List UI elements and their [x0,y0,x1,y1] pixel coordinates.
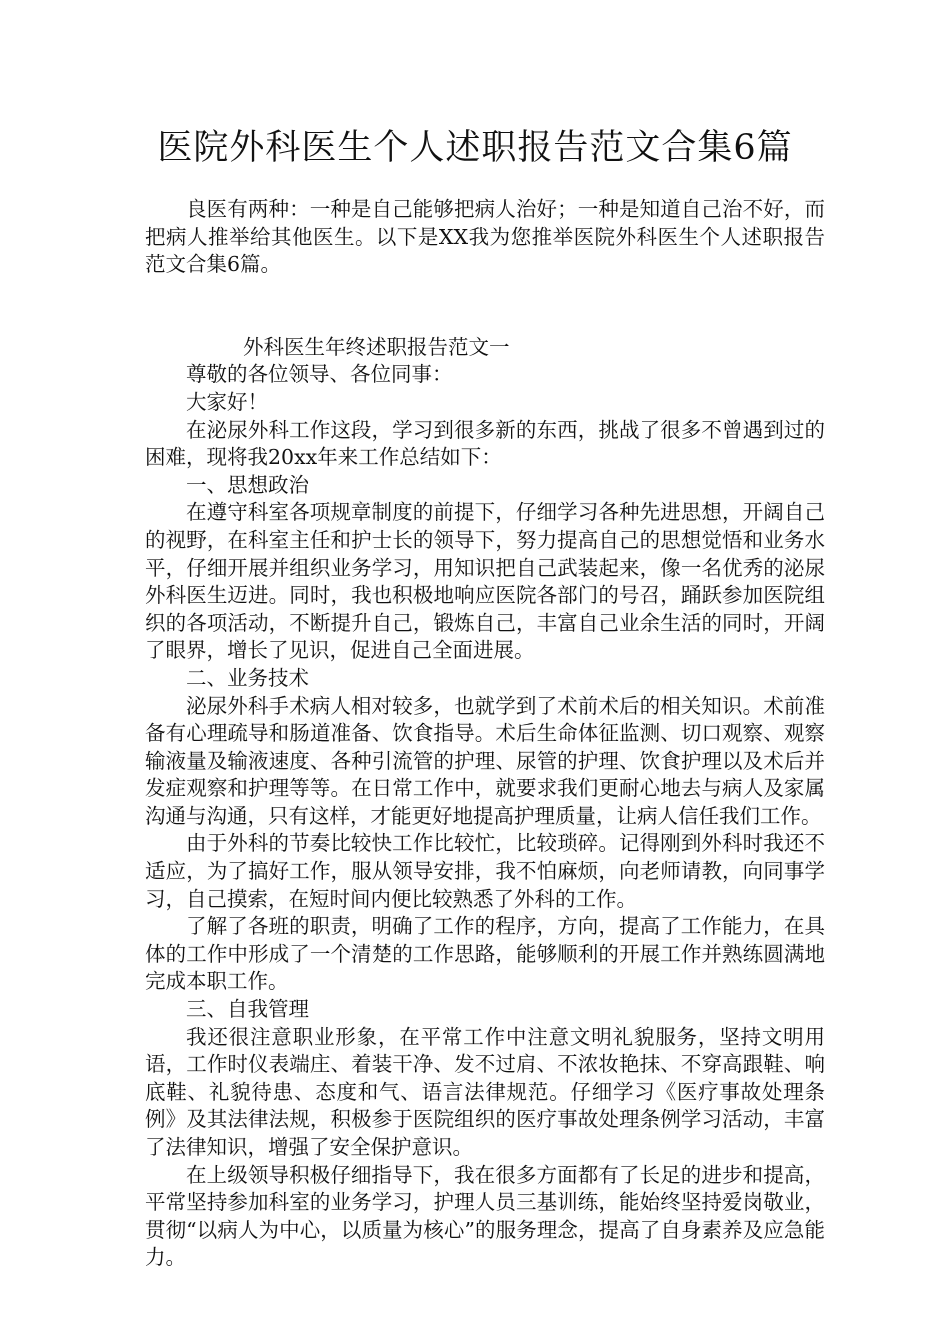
body-paragraph: 由于外科的节奏比较快工作比较忙，比较琐碎。记得刚到外科时我还不适应，为了搞好工作，服从领导安排，我不怕麻烦，向老师请教，向同事学习，自己摸索，在短时间内便比较熟悉了外科的工作。 [145,831,825,911]
body-paragraph: 了解了各班的职责，明确了工作的程序，方向，提高了工作能力，在具体的工作中形成了一个清楚的工作思路，能够顺利的开展工作并熟练圆满地完成本职工作。 [145,914,825,994]
section-heading: 二、业务技术 [186,665,309,690]
intro-paragraph: 良医有两种：一种是自己能够把病人治好；一种是知道自己治不好，而把病人推举给其他医生。以下是XX我为您推举医院外科医生个人述职报告范文合集6篇。 [145,197,825,277]
body-paragraph: 我还很注意职业形象，在平常工作中注意文明礼貌服务，坚持文明用语，工作时仪表端庄、着装干净、发不过肩、不浓妆艳抹、不穿高跟鞋、响底鞋、礼貌待患、态度和气、语言法律规范。仔细学习《医疗事故处理条例》及其法律法规，积极参于医院组织的医疗事故处理条例学习活动，丰富了法律知识，增强了安全保护意识。 [145,1024,825,1159]
section-heading: 三、自我管理 [186,997,309,1022]
salutation: 尊敬的各位领导、各位同事： [186,362,453,387]
section-heading: 一、思想政治 [186,472,309,497]
body-paragraph: 在泌尿外科工作这段，学习到很多新的东西，挑战了很多不曾遇到过的困难，现将我20xx年来工作总结如下： [145,417,825,470]
document-title: 医院外科医生个人述职报告范文合集6篇 [157,128,793,168]
body-paragraph: 在遵守科室各项规章制度的前提下，仔细学习各种先进思想，开阔自己的视野，在科室主任和护士长的领导下，努力提高自己的思想觉悟和业务水平，仔细开展并组织业务学习，用知识把自己武装起来，像一名优秀的泌尿外科医生迈进。同时，我也积极地响应医院各部门的号召，踊跃参加医院组织的各项活动，不断提升自己，锻炼自己，丰富自己业余生活的同时，开阔了眼界，增长了见识，促进自己全面进展。 [145,500,825,663]
section-title: 外科医生年终述职报告范文一 [243,334,510,359]
document-body [145,196,825,1272]
body-paragraph: 在上级领导积极仔细指导下，我在很多方面都有了长足的进步和提高，平常坚持参加科室的业务学习，护理人员三基训练，能始终坚持爱岗敬业，贯彻“以病人为中心，以质量为核心”的服务理念，提高了自身素养及应急能力。 [145,1162,825,1270]
body-paragraph: 泌尿外科手术病人相对较多，也就学到了术前术后的相关知识。术前准备有心理疏导和肠道准备、饮食指导。术后生命体征监测、切口观察、观察输液量及输液速度、各种引流管的护理、尿管的护理、饮食护理以及术后并发症观察和护理等等。在日常工作中，就要求我们更耐心地去与病人及家属沟通与沟通，只有这样，才能更好地提高护理质量，让病人信任我们工作。 [145,693,825,828]
greeting: 大家好！ [186,389,268,414]
section-gap [145,279,825,334]
